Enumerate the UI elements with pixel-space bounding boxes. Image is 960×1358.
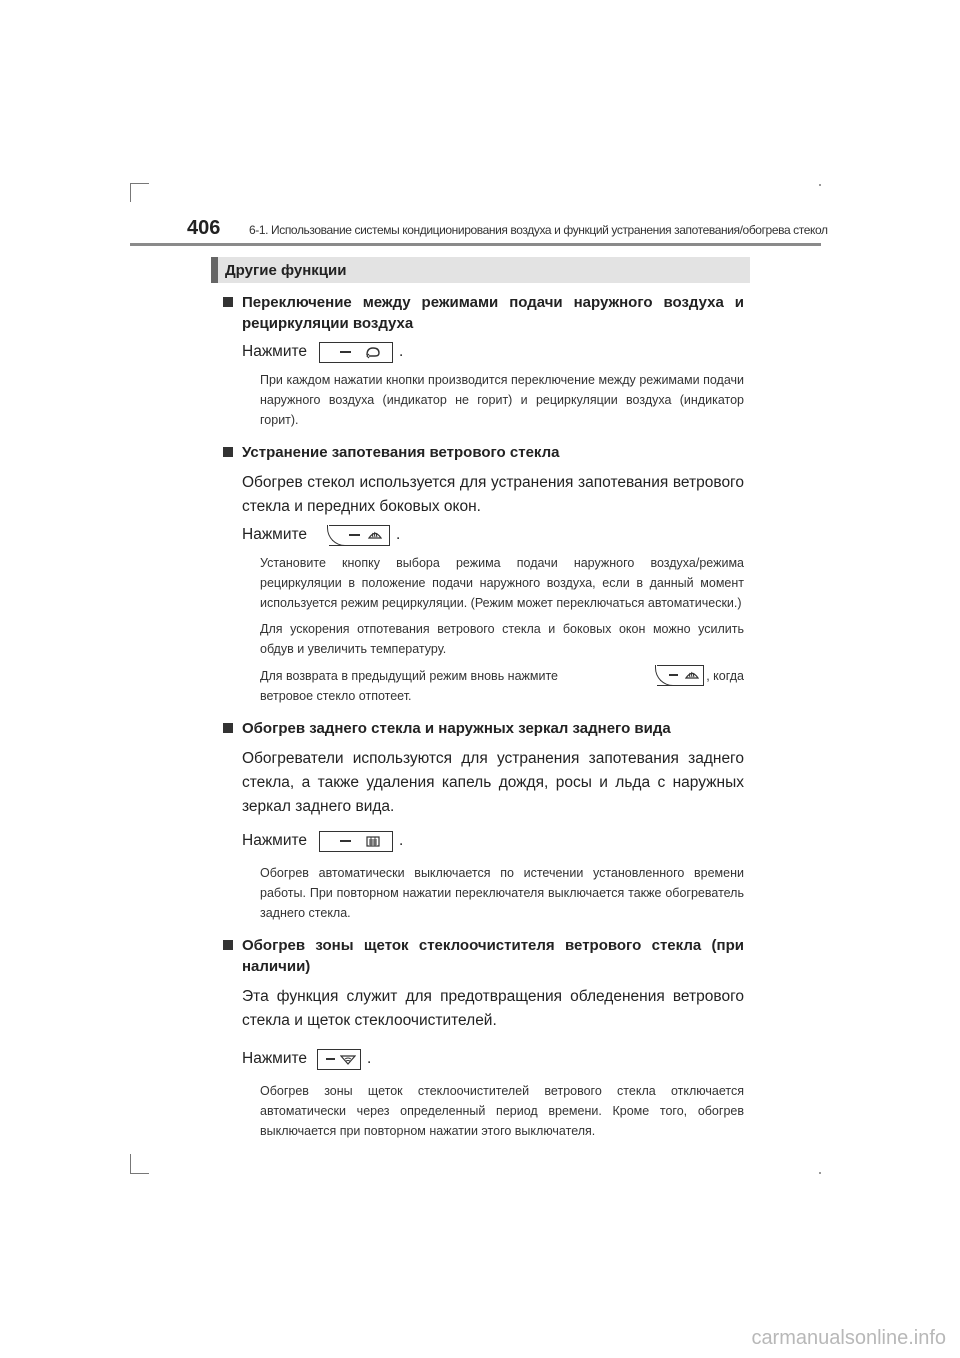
chapter-title: 6-1. Использование системы кондиционирования воздуха и функций устранения запотевания/обогрева стекол [249, 223, 828, 237]
windshield-defog-icon [367, 528, 383, 542]
block-rear-defogger [222, 718, 744, 923]
block-lead: Обогреватели используются для устранения запотевания заднего стекла, а также удаления капель дождя, росы и льда с наружных зеркал заднего вида. [242, 750, 744, 815]
crop-dot-top-right [819, 184, 821, 186]
block-wiper-deicer [222, 935, 744, 1141]
block-recirculation [222, 292, 744, 430]
return-note-line [260, 665, 744, 686]
recirculation-icon [365, 345, 381, 359]
press-label: Нажмите [242, 526, 308, 543]
note: Обогрев зоны щеток стеклоочистителей ветрового стекла отключается автоматически через определенный период времени. Кроме того, обогрев выключается при повторном нажатии этого выключателя. [260, 1084, 744, 1138]
note: Обогрев автоматически выключается по истечении установленного времени работы. При повторном нажатии переключателя выключается также обогреватель заднего стекла. [260, 866, 744, 920]
section-bar [211, 257, 750, 283]
square-bullet-icon [223, 297, 233, 307]
page-content [222, 292, 744, 1141]
return-note-line2: ветровое стекло отпотеет. [260, 689, 412, 703]
heading-text: Переключение между режимами подачи наружного воздуха и рециркуляции воздуха [242, 294, 744, 332]
period: . [367, 1050, 372, 1067]
note: Для ускорения отпотевания ветрового стекла и боковых окон можно усилить обдув и увеличить температуру. [260, 622, 744, 656]
return-note-tail [657, 665, 744, 686]
square-bullet-icon [223, 940, 233, 950]
recirculation-button[interactable] [319, 342, 393, 363]
section-title: Другие функции [225, 262, 347, 279]
press-label: Нажмите [242, 832, 308, 849]
crop-dot-bottom-right [819, 1172, 821, 1174]
crop-mark-bottom-left-h [130, 1173, 149, 1174]
windshield-defog-button[interactable] [329, 525, 390, 546]
square-bullet-icon [223, 723, 233, 733]
block-windshield-defog [222, 442, 744, 706]
page-number: 406 [187, 217, 221, 239]
rear-defogger-button[interactable] [319, 831, 393, 852]
button-curve [327, 525, 348, 546]
crop-mark-top-left-h [130, 183, 149, 184]
heading-text: Устранение запотевания ветрового стекла [242, 444, 560, 461]
note: Установите кнопку выбора режима подачи наружного воздуха/режима рециркуляции в положение подачи наружного воздуха, если в данный момент используется режим рециркуляции. (Режим может переключаться автоматически.) [260, 556, 744, 610]
return-note-before: Для возврата в предыдущий режим вновь нажмите [260, 668, 559, 683]
note: При каждом нажатии кнопки производится переключение между режимами подачи наружного воздуха (индикатор не горит) и рециркуляции воздуха (индикатор горит). [260, 373, 744, 427]
press-instruction [222, 340, 744, 364]
press-label: Нажмите [242, 343, 308, 360]
return-note [222, 665, 744, 706]
rear-defogger-icon [365, 834, 381, 848]
header-rule [130, 243, 821, 246]
watermark: carmanualsonline.info [751, 1327, 946, 1349]
heading-text: Обогрев заднего стекла и наружных зеркал заднего вида [242, 720, 671, 737]
period: . [399, 832, 404, 849]
period: . [399, 343, 404, 360]
section-accent [211, 257, 218, 283]
windshield-defog-button-inline[interactable] [657, 665, 704, 686]
block-heading [222, 718, 744, 739]
wiper-deicer-icon [340, 1052, 356, 1066]
press-label: Нажмите [242, 1050, 308, 1067]
block-lead: Обогрев стекол используется для устранения запотевания ветрового стекла и передних боковых окон. [242, 474, 744, 515]
press-instruction [222, 523, 744, 547]
block-heading [222, 292, 744, 334]
block-heading [222, 442, 744, 463]
indicator-dash [340, 351, 351, 353]
heading-text: Обогрев зоны щеток стеклоочистителя ветрового стекла (при наличии) [242, 937, 744, 975]
indicator-dash [669, 674, 678, 676]
indicator-dash [326, 1058, 335, 1060]
wiper-deicer-button[interactable] [317, 1049, 361, 1070]
press-instruction [222, 1047, 744, 1071]
square-bullet-icon [223, 447, 233, 457]
windshield-defog-icon [684, 668, 700, 682]
return-note-after: , когда [706, 668, 744, 683]
period: . [396, 526, 401, 543]
block-lead: Эта функция служит для предотвращения обледенения ветрового стекла и щеток стеклоочистителей. [242, 988, 744, 1029]
indicator-dash [349, 534, 360, 536]
crop-mark-bottom-left-v [130, 1154, 131, 1173]
indicator-dash [340, 840, 351, 842]
crop-mark-top-left-v [130, 183, 131, 202]
block-heading [222, 935, 744, 977]
press-instruction [222, 829, 744, 853]
